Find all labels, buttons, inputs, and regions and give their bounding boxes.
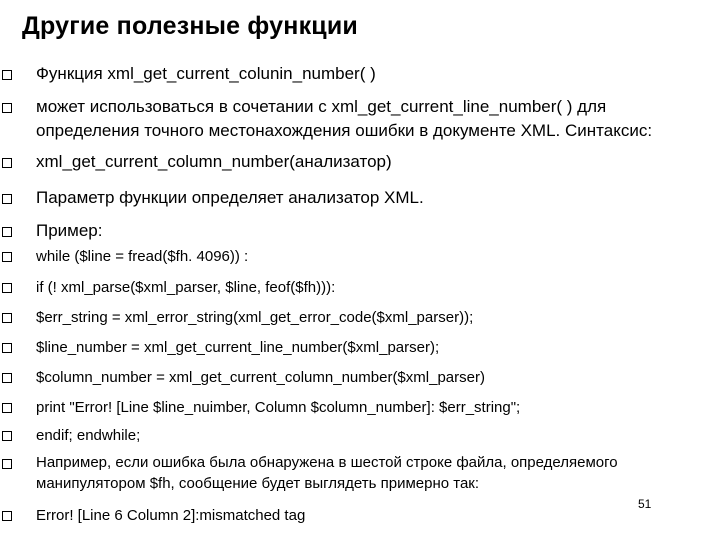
page-number: 51	[638, 497, 652, 511]
code-line: endif; endwhile;	[36, 427, 141, 444]
square-bullet-icon	[2, 343, 12, 353]
bullet-text: Например, если ошибка была обнаружена в шестой строке файла, определяемого манипулятором $fh, сообщение будет выглядеть примерно так:	[36, 454, 618, 492]
code-line: $column_number = xml_get_current_column_number($xml_parser)	[36, 369, 485, 386]
bullet-text: xml_get_current_column_number(анализатор)	[36, 152, 392, 171]
square-bullet-icon	[2, 70, 12, 80]
bullet-text: Пример:	[36, 221, 103, 240]
code-line: if (! xml_parse($xml_parser, $line, feof($fh))):	[36, 279, 336, 296]
square-bullet-icon	[2, 511, 12, 521]
square-bullet-icon	[2, 313, 12, 323]
square-bullet-icon	[2, 227, 12, 237]
square-bullet-icon	[2, 403, 12, 413]
square-bullet-icon	[2, 103, 12, 113]
slide-title: Другие полезные функции	[22, 12, 358, 40]
bullet-text: может использоваться в сочетании с xml_get_current_line_number( ) для определения точного местонахождения ошибки в документе XML. Синтаксис:	[36, 97, 653, 140]
code-line: print "Error! [Line $line_nuimber, Column $column_number]: $err_string";	[36, 399, 521, 416]
code-line: Error! [Line 6 Column 2]:mismatched tag	[36, 507, 306, 524]
square-bullet-icon	[2, 373, 12, 383]
square-bullet-icon	[2, 252, 12, 262]
code-line: $err_string = xml_error_string(xml_get_error_code($xml_parser));	[36, 309, 474, 326]
bullet-text: Параметр функции определяет анализатор XML.	[36, 188, 424, 207]
code-line: $line_number = xml_get_current_line_number($xml_parser);	[36, 339, 440, 356]
square-bullet-icon	[2, 431, 12, 441]
square-bullet-icon	[2, 459, 12, 469]
code-line: while ($line = fread($fh. 4096)) :	[36, 248, 249, 265]
square-bullet-icon	[2, 194, 12, 204]
bullet-text: Функция xml_get_current_colunin_number( )	[36, 64, 376, 83]
square-bullet-icon	[2, 283, 12, 293]
square-bullet-icon	[2, 158, 12, 168]
